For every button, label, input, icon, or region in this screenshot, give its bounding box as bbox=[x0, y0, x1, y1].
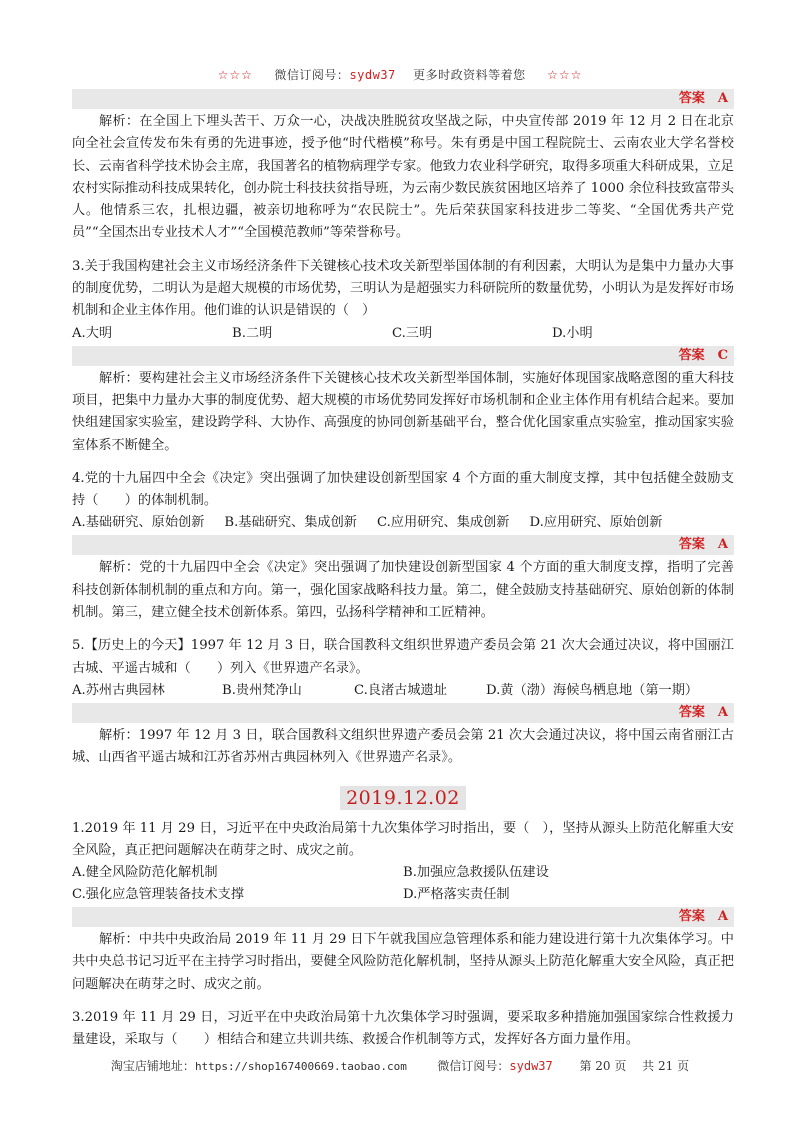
q2-answer: 答案 A bbox=[72, 89, 734, 109]
header-account: sydw37 bbox=[349, 68, 396, 82]
s2q3-question: 3.2019 年 11 月 29 日，习近平在中央政治局第十九次集体学习时强调，要采取多种措施加强国家综合性救援力量建设，采取与（ ）相结合和建立共训共练、救援合作机制等方式，发挥好各方面力量作用。 bbox=[72, 1010, 734, 1048]
footer-shop-url[interactable]: https://shop167400669.taobao.com bbox=[194, 1060, 407, 1073]
q4-option-a: A.基础研究、原始创新 bbox=[72, 515, 205, 531]
s2q1-explanation: 解析：中共中央政治局 2019 年 11 月 29 日下午就我国应急管理体系和能力建设进行第十九次集体学习。中共中央总书记习近平在主持学习时指出，要健全风险防范化解机制，坚持从源头上防范化解重大安全风险，真正把问题解决在萌芽之时、成灾之前。 bbox=[72, 932, 734, 992]
q3-option-d: D.小明 bbox=[552, 325, 593, 341]
header-tagline: 更多时政资料等着您 bbox=[413, 68, 526, 82]
q2-explanation: 解析：在全国上下埋头苦干、万众一心，决战决胜脱贫攻坚战之际，中央宣传部 2019 年 12 月 2 日在北京向全社会宣传发布朱有勇的先进事迹，授予他“时代楷模”称号。朱有勇是中国工程院院士、云南农业大学名誉校长、云南省科学技术协会主席，我国著名的植物病理学专家。他致力农业科学研究，取得多项重大科研成果，立足农村实际推动科技成果转化，创办院士科技扶贫指导班，为云南少数民族贫困地区培养了 1000 余位科技致富带头人。他情系三农，扎根边疆，被亲切地称呼为“农民院士”。先后荣获国家科技进步二等奖、“全国优秀共产党员”“全国杰出专业技术人才”“全国模范教师”等荣誉称号。 bbox=[72, 114, 734, 241]
s2q1-answer: 答案 A bbox=[72, 907, 734, 927]
q4-explanation: 解析：党的十九届四中全会《决定》突出强调了加快建设创新型国家 4 个方面的重大制度支撑，指明了完善科技创新体制机制的重点和方向。第一，强化国家战略科技力量。第二，健全鼓励支持基础研究、原始创新的体制机制。第三，建立健全技术创新体系。第四，弘扬科学精神和工匠精神。 bbox=[72, 560, 734, 621]
section-date-label: 2019.12.02 bbox=[340, 786, 466, 810]
q5-answer: 答案 A bbox=[72, 703, 734, 723]
footer-shop-label: 淘宝店铺地址： bbox=[110, 1059, 195, 1073]
header-label: 微信订阅号： bbox=[274, 68, 350, 82]
q3-answer: 答案 C bbox=[72, 346, 734, 366]
footer-wx-account: sydw37 bbox=[509, 1059, 553, 1073]
q4-option-c: C.应用研究、集成创新 bbox=[376, 515, 510, 531]
s2q1-option-a: A.健全风险防范化解机制 bbox=[72, 865, 218, 881]
q3-question: 3.关于我国构建社会主义市场经济条件下关键核心技术攻关新型举国体制的有利因素，大明认为是集中力量办大事的制度优势，二明认为是超大规模的市场优势，三明认为是超强实力科研院所的数量优势，小明认为是发挥好市场机制和企业主体作用。他们谁的认识是错误的（ ） bbox=[72, 258, 734, 319]
q5-option-c: C.良渚古城遗址 bbox=[354, 682, 447, 698]
q4-answer: 答案 A bbox=[72, 535, 734, 555]
footer-page-number: 第 20 页 共 21 页 bbox=[579, 1059, 690, 1073]
s2q1-options-row1 bbox=[72, 862, 734, 884]
q5-question: 5.【历史上的今天】1997 年 12 月 3 日，联合国教科文组织世界遗产委员会第 21 次大会通过决议，将中国丽江古城、平遥古城和（ ）列入《世界遗产名录》。 bbox=[72, 638, 734, 676]
q5-option-a: A.苏州古典园林 bbox=[72, 682, 165, 698]
q4-option-d: D.应用研究、原始创新 bbox=[529, 515, 663, 531]
page-header bbox=[0, 66, 800, 83]
footer-wx-label: 微信订阅号： bbox=[437, 1059, 510, 1073]
s2q1-question: 1.2019 年 11 月 29 日，习近平在中央政治局第十九次集体学习时指出，要（ ），坚持从源头上防范化解重大安全风险，真正把问题解决在萌芽之时、成灾之前。 bbox=[72, 820, 734, 858]
q4-option-b: B.基础研究、集成创新 bbox=[224, 515, 357, 531]
q3-option-c: C.三明 bbox=[392, 325, 433, 341]
header-stars-left: ☆☆☆ bbox=[217, 68, 253, 82]
q4-question: 4.党的十九届四中全会《决定》突出强调了加快建设创新型国家 4 个方面的重大制度支撑，其中包括健全鼓励支持（ ）的体制机制。 bbox=[72, 470, 734, 509]
q4-options bbox=[72, 512, 734, 534]
s2q1-option-c: C.强化应急管理装备技术支撑 bbox=[72, 887, 245, 903]
q5-option-d: D.黄（渤）海候鸟栖息地（第一期） bbox=[486, 682, 699, 698]
header-stars-right: ☆☆☆ bbox=[547, 68, 583, 82]
q3-explanation: 解析：要构建社会主义市场经济条件下关键核心技术攻关新型举国体制，实施好体现国家战略意图的重大科技项目，把集中力量办大事的制度优势、超大规模的市场优势同发挥好市场机制和企业主体作用有机结合起来。要加快组建国家实验室，建设跨学科、大协作、高强度的协同创新基础平台，整合优化国家重点实验室，推动国家实验室体系不断健全。 bbox=[72, 370, 734, 453]
page-content bbox=[72, 88, 734, 1052]
q3-option-a: A.大明 bbox=[72, 325, 113, 341]
page-footer bbox=[0, 1057, 800, 1074]
q5-option-b: B.贵州梵净山 bbox=[222, 682, 302, 698]
s2q1-option-d: D.严格落实责任制 bbox=[403, 887, 510, 903]
q3-options bbox=[72, 323, 734, 345]
q5-options bbox=[72, 680, 734, 702]
q5-explanation: 解析：1997 年 12 月 3 日，联合国教科文组织世界遗产委员会第 21 次大会通过决议，将中国云南省丽江古城、山西省平遥古城和江苏省苏州古典园林列入《世界遗产名录》。 bbox=[72, 727, 734, 766]
s2q1-option-b: B.加强应急救援队伍建设 bbox=[403, 865, 549, 881]
q3-option-b: B.二明 bbox=[232, 325, 273, 341]
section-date bbox=[72, 786, 734, 810]
s2q1-options-row2 bbox=[72, 884, 734, 906]
